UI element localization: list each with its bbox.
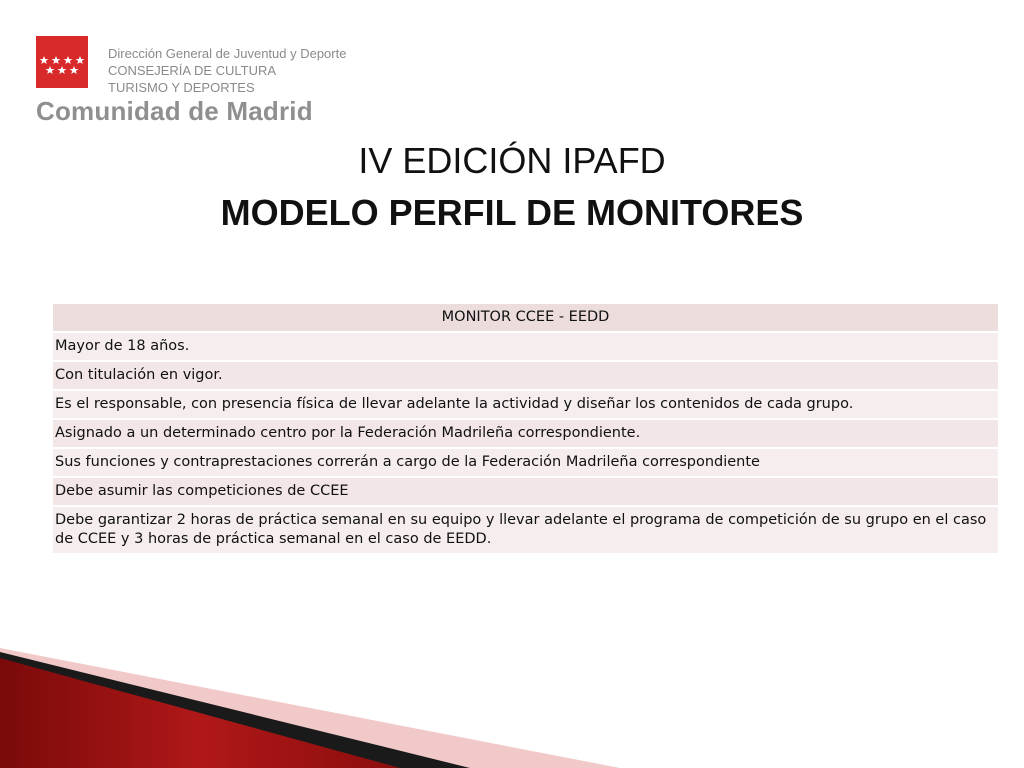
table-cell: Mayor de 18 años. [53,333,998,362]
table-header: MONITOR CCEE - EEDD [53,304,998,333]
table-row [53,478,998,507]
slide-title [0,140,1024,238]
logo-ministry: CONSEJERÍA DE CULTURA [108,63,277,78]
table-row [53,449,998,478]
madrid-flag-icon [36,36,88,88]
title-main: MODELO PERFIL DE MONITORES [220,192,804,233]
title-edition: IV EDICIÓN IPAFD [358,140,666,181]
table-row [53,362,998,391]
table-row [53,420,998,449]
table-cell: Sus funciones y contraprestaciones correrán a cargo de la Federación Madrileña correspondiente [53,449,998,478]
table-row [53,333,998,362]
table-cell: Asignado a un determinado centro por la Federación Madrileña correspondiente. [53,420,998,449]
monitor-profile-table [53,304,998,555]
header-logo [36,36,376,126]
table-cell: Es el responsable, con presencia física de llevar adelante la actividad y diseñar los contenidos de cada grupo. [53,391,998,420]
table-cell: Debe asumir las competiciones de CCEE [53,478,998,507]
table-header-row [53,304,998,333]
logo-directorate: Dirección General de Juventud y Deporte [108,46,347,61]
logo-community-name: Comunidad de Madrid [36,96,313,126]
table-cell: Con titulación en vigor. [53,362,998,391]
decor-red-stripe [0,658,400,768]
table-row [53,391,998,420]
table-row [53,507,998,555]
decorative-corner-swoosh [0,640,620,768]
table-cell: Debe garantizar 2 horas de práctica semanal en su equipo y llevar adelante el programa de competición de su grupo en el caso de CCEE y 3 horas de práctica semanal en el caso de EEDD. [53,507,998,555]
logo-ministry-sub: TURISMO Y DEPORTES [108,80,255,95]
